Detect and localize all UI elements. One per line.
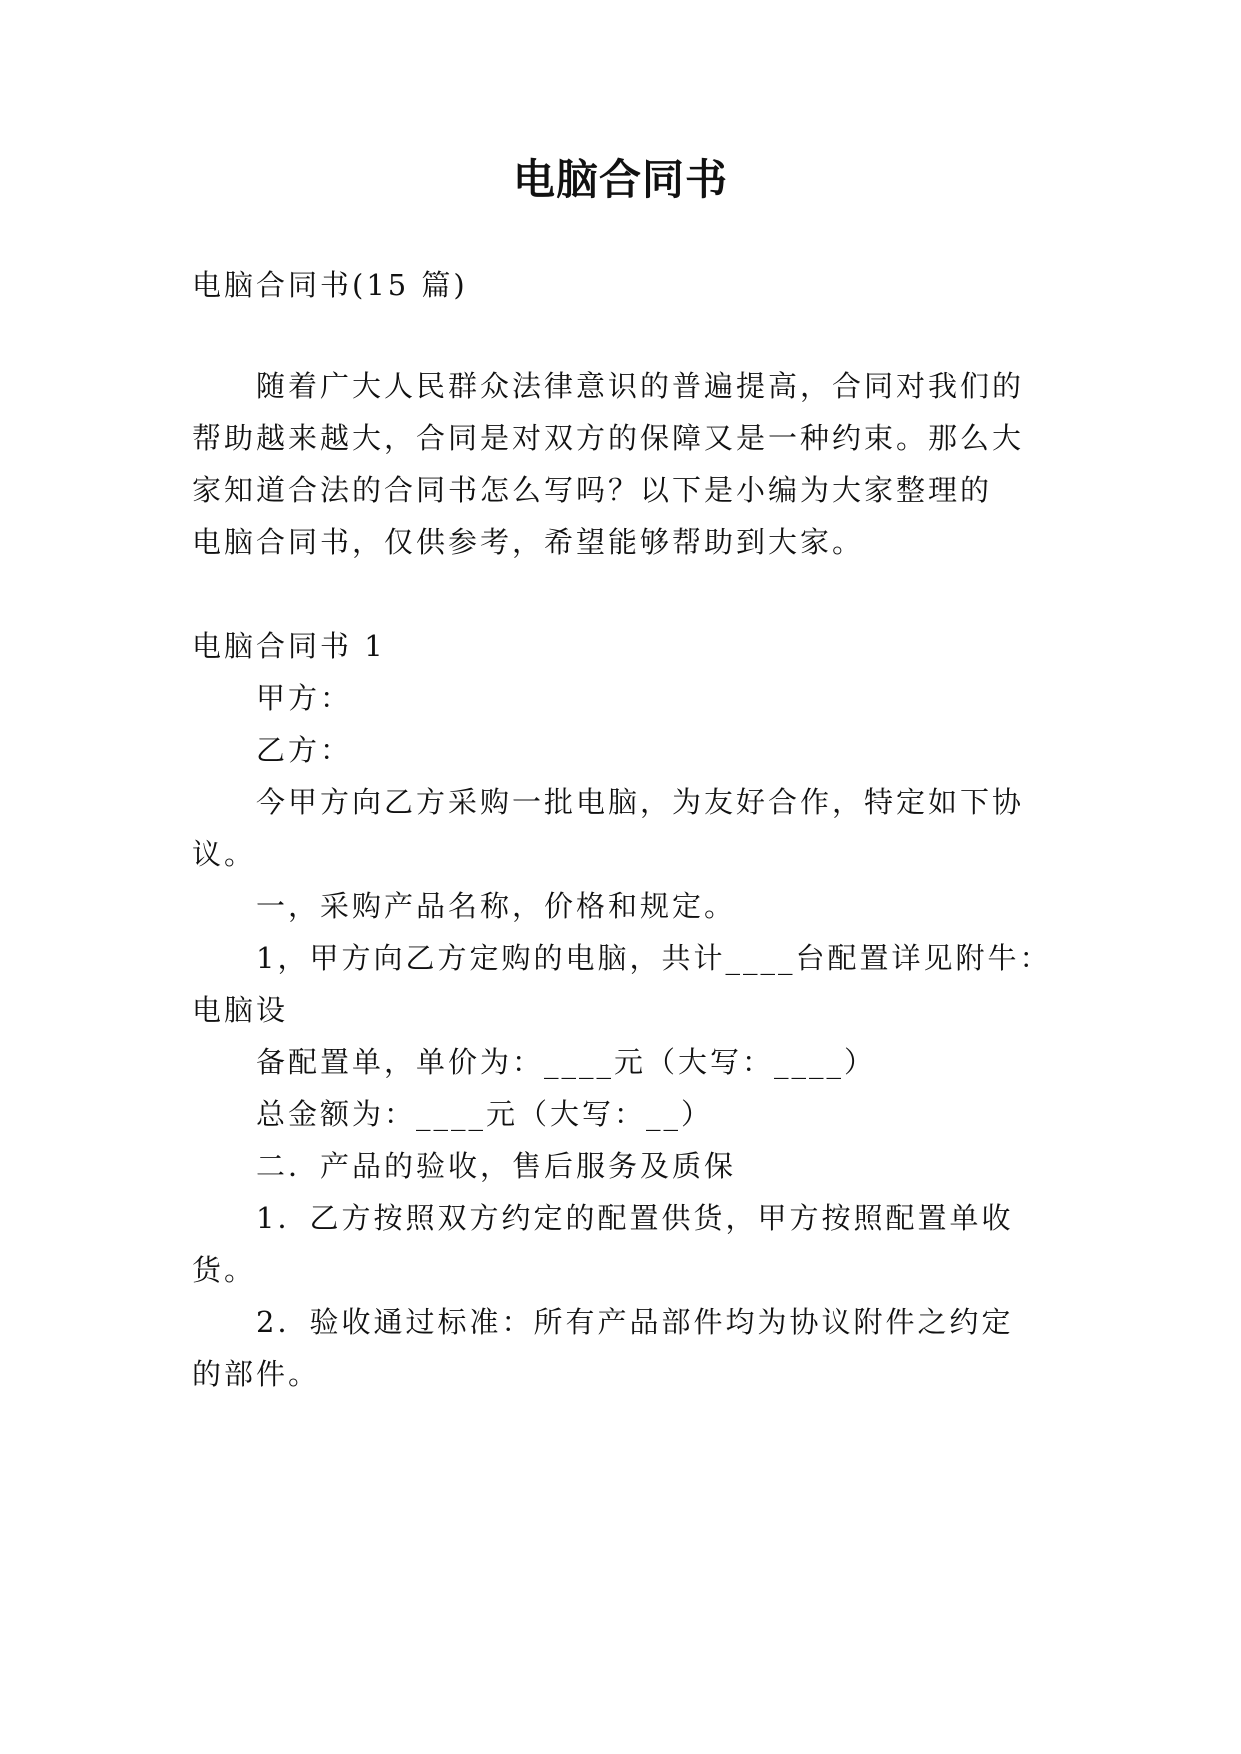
intro-line-1: 随着广大人民群众法律意识的普遍提高，合同对我们的	[256, 369, 1025, 403]
clause1-item3: 总金额为：____元（大写：__）	[256, 1097, 714, 1131]
intro-line-2: 帮助越来越大，合同是对双方的保障又是一种约束。那么大	[192, 421, 1025, 455]
agreement-line-1: 今甲方向乙方采购一批电脑，为友好合作，特定如下协	[256, 785, 1025, 819]
clause2-item2-line-1: 2．验收通过标准：所有产品部件均为协议附件之约定	[256, 1305, 1014, 1339]
party-a-label: 甲方：	[256, 681, 353, 715]
clause1-item1-line-2: 电脑设	[192, 993, 289, 1027]
agreement-line-2: 议。	[192, 837, 257, 871]
clause1-item2: 备配置单，单价为：____元（大写：____）	[256, 1045, 877, 1079]
intro-line-4: 电脑合同书，仅供参考，希望能够帮助到大家。	[192, 525, 865, 559]
clause2-item1-line-2: 货。	[192, 1253, 257, 1287]
clause1-heading: 一，采购产品名称，价格和规定。	[256, 889, 737, 923]
party-b-label: 乙方：	[256, 733, 353, 767]
section-heading: 电脑合同书 1	[192, 629, 386, 663]
document-title: 电脑合同书	[512, 155, 728, 204]
clause2-item2-line-2: 的部件。	[192, 1357, 321, 1391]
intro-line-3: 家知道合法的合同书怎么写吗？以下是小编为大家整理的	[192, 473, 993, 507]
clause1-item1-line-1: 1，甲方向乙方定购的电脑，共计____台配置详见附牛：	[256, 941, 1052, 975]
clause2-item1-line-1: 1．乙方按照双方约定的配置供货，甲方按照配置单收	[256, 1201, 1014, 1235]
document-subtitle: 电脑合同书(15 篇)	[192, 268, 468, 302]
clause2-heading: 二．产品的验收，售后服务及质保	[256, 1149, 737, 1183]
